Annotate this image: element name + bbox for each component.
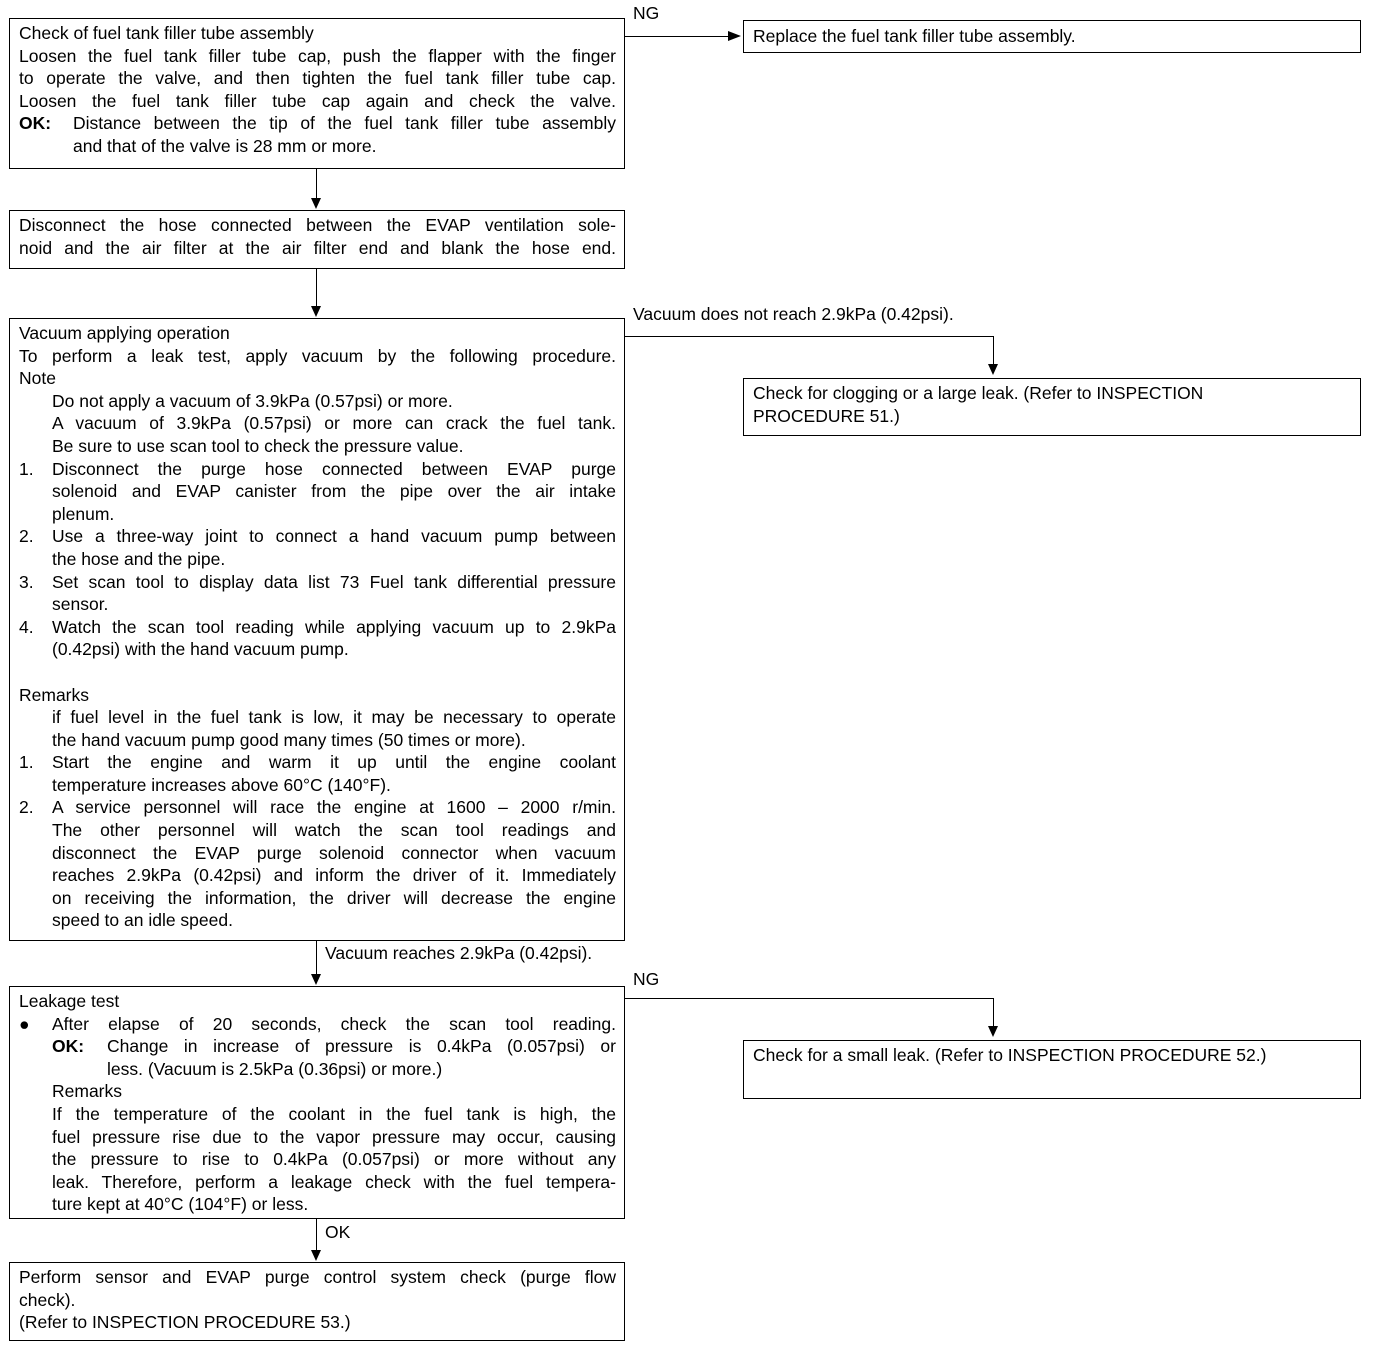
connector-not-reach-v [993,336,994,366]
line-text: Do not apply a vacuum of 3.9kPa (0.57psi) or more. [52,390,453,411]
line-text: Remarks [52,1081,123,1102]
text-line [19,503,616,526]
text-line [753,382,1352,405]
line-prefix: 4. [19,616,34,637]
line-text: Remarks [19,684,90,705]
line-text: (Refer to INSPECTION PROCEDURE 53.) [19,1312,351,1333]
connector-3-4 [316,941,317,975]
line-text: Watch the scan tool reading while applying vacuum up to 2.9kPa [52,616,616,637]
text-line [19,990,616,1013]
text-line [19,571,616,594]
text-line [19,1126,616,1149]
line-text: and that of the valve is 28 mm or more. [73,135,377,156]
line-text: the pressure to rise to 0.4kPa (0.057psi) or more without any [52,1149,616,1170]
line-prefix: 1. [19,752,34,773]
box-check-large-leak [743,378,1361,436]
line-prefix: OK: [52,1036,85,1057]
arrowhead-down-icon [988,1026,998,1037]
line-text: Change in increase of pressure is 0.4kPa (0.057psi) or [107,1036,616,1057]
line-text: Disconnect the hose connected between the EVAP ventilation sole- [19,215,616,235]
line-text: solenoid and EVAP canister from the pipe over the air intake [52,481,616,502]
line-text: Check of fuel tank filler tube assembly [19,23,314,43]
box-purge-flow-check [9,1262,625,1341]
text-line [19,214,616,237]
line-text: check). [19,1289,76,1310]
text-line [19,864,616,887]
text-line [19,22,616,45]
line-text: Check for a small leak. (Refer to INSPECTION PROCEDURE 52.) [753,1045,1267,1065]
line-text: leak. Therefore, perform a leakage check with the fuel tempera- [52,1171,616,1192]
text-line [19,1311,616,1334]
box-check-small-leak [743,1040,1361,1099]
text-line [753,25,1352,48]
line-text: Loosen the fuel tank filler tube cap again and check the valve. [19,90,616,111]
line-prefix: 2. [19,797,34,818]
line-text: Replace the fuel tank filler tube assembly. [753,26,1076,46]
text-line [753,405,1352,428]
box-disconnect-hose [9,210,625,269]
text-line [19,706,616,729]
text-line [19,616,616,639]
arrowhead-down-icon [311,974,321,985]
arrowhead-down-icon [311,198,321,209]
line-text: If the temperature of the coolant in the fuel tank is high, the [52,1103,616,1124]
text-line [19,112,616,135]
box-vacuum-applying [9,318,625,941]
line-text: Use a three-way joint to connect a hand vacuum pump between [52,526,616,547]
line-text: After elapse of 20 seconds, check the scan tool reading. [52,1013,616,1034]
text-line [19,887,616,910]
line-text: The other personnel will watch the scan tool readings and [52,820,616,841]
line-text: To perform a leak test, apply vacuum by the following procedure. [19,345,616,366]
line-text: disconnect the EVAP purge solenoid connector when vacuum [52,842,616,863]
label-ng-1: NG [633,3,660,23]
arrowhead-down-icon [988,364,998,375]
arrowhead-right-icon [728,31,741,41]
connector-2-3 [316,269,317,307]
text-line [19,684,616,707]
label-ng-2: NG [633,969,660,989]
line-text: on receiving the information, the driver will decrease the engine [52,887,616,908]
text-line [19,593,616,616]
text-line [19,1171,616,1194]
text-line [19,729,616,752]
line-text: A vacuum of 3.9kPa (0.57psi) or more can crack the fuel tank. [52,413,616,434]
connector-1-2 [316,169,317,199]
line-text: less. (Vacuum is 2.5kPa (0.36psi) or more.) [107,1058,443,1079]
line-text: Be sure to use scan tool to check the pressure value. [52,435,464,456]
line-text: Start the engine and warm it up until the engine coolant [52,752,616,773]
box-replace-filler-tube [743,20,1361,53]
text-line [19,796,616,819]
line-text: speed to an idle speed. [52,910,233,931]
arrowhead-down-icon [311,1250,321,1261]
box-leakage-test [9,986,625,1219]
text-line [19,45,616,68]
text-line [19,909,616,932]
line-text: Loosen the fuel tank filler tube cap, push the flapper with the finger [19,45,616,66]
label-ok: OK [325,1222,351,1242]
text-line [19,367,616,390]
text-line [19,638,616,661]
line-text: fuel pressure rise due to the vapor pressure may occur, causing [52,1126,616,1147]
line-text: the hose and the pipe. [52,548,226,569]
line-text: Check for clogging or a large leak. (Refer to INSPECTION [753,383,1204,403]
text-line [19,322,616,345]
text-line [19,1266,616,1289]
text-line [19,435,616,458]
line-text: if fuel level in the fuel tank is low, it may be necessary to operate [52,707,616,728]
line-text: ture kept at 40°C (104°F) or less. [52,1194,309,1215]
text-line [19,412,616,435]
label-vacuum-not-reach: Vacuum does not reach 2.9kPa (0.42psi). [633,304,954,324]
text-line [19,390,616,413]
line-text: A service personnel will race the engine at 1600 – 2000 r/min. [52,797,616,818]
connector-4-5 [316,1219,317,1251]
line-text: plenum. [52,503,115,524]
text-line [19,774,616,797]
line-text: PROCEDURE 51.) [753,405,900,426]
text-line [19,1289,616,1312]
text-line [19,751,616,774]
text-line [19,1103,616,1126]
connector-not-reach-h [625,336,994,337]
arrowhead-down-icon [311,306,321,317]
line-prefix: 1. [19,458,34,479]
line-text: to operate the valve, and then tighten the fuel tank filler tube cap. [19,68,616,89]
text-line [19,480,616,503]
line-text: Disconnect the purge hose connected between EVAP purge [52,458,616,479]
text-line [19,1035,616,1058]
bullet-icon: ● [19,1013,30,1034]
line-text: (0.42psi) with the hand vacuum pump. [52,639,349,660]
line-text: Perform sensor and EVAP purge control system check (purge flow [19,1267,616,1287]
line-text: Note [19,368,56,389]
line-text: the hand vacuum pump good many times (50 times or more). [52,729,526,750]
line-text: reaches 2.9kPa (0.42psi) and inform the driver of it. Immediately [52,865,616,886]
connector-ng-2-h [625,998,994,999]
connector-ng-1 [625,36,730,37]
line-prefix: 3. [19,571,34,592]
line-text: sensor. [52,594,109,615]
line-text: Leakage test [19,991,120,1011]
text-line [19,1193,616,1216]
line-text: temperature increases above 60°C (140°F). [52,774,391,795]
label-vacuum-reaches: Vacuum reaches 2.9kPa (0.42psi). [325,943,593,963]
text-line [19,1148,616,1171]
text-line [19,548,616,571]
text-line [19,90,616,113]
connector-ng-2-v [993,998,994,1027]
text-line [753,1044,1352,1067]
text-line [19,842,616,865]
text-line [19,1058,616,1081]
text-line [19,661,616,684]
line-prefix: OK: [19,113,52,134]
text-line [19,819,616,842]
text-line [19,525,616,548]
text-line [19,345,616,368]
line-text: Distance between the tip of the fuel tank filler tube assembly [73,113,616,134]
line-prefix: 2. [19,526,34,547]
text-line [19,458,616,481]
text-line [19,1013,616,1036]
text-line [19,135,616,158]
text-line [19,237,616,260]
line-text: Vacuum applying operation [19,323,230,343]
box-check-filler-tube [9,18,625,169]
line-text: Set scan tool to display data list 73 Fuel tank differential pressure [52,571,616,592]
line-text: noid and the air filter at the air filter end and blank the hose end. [19,237,616,258]
text-line [19,1080,616,1103]
text-line [19,67,616,90]
